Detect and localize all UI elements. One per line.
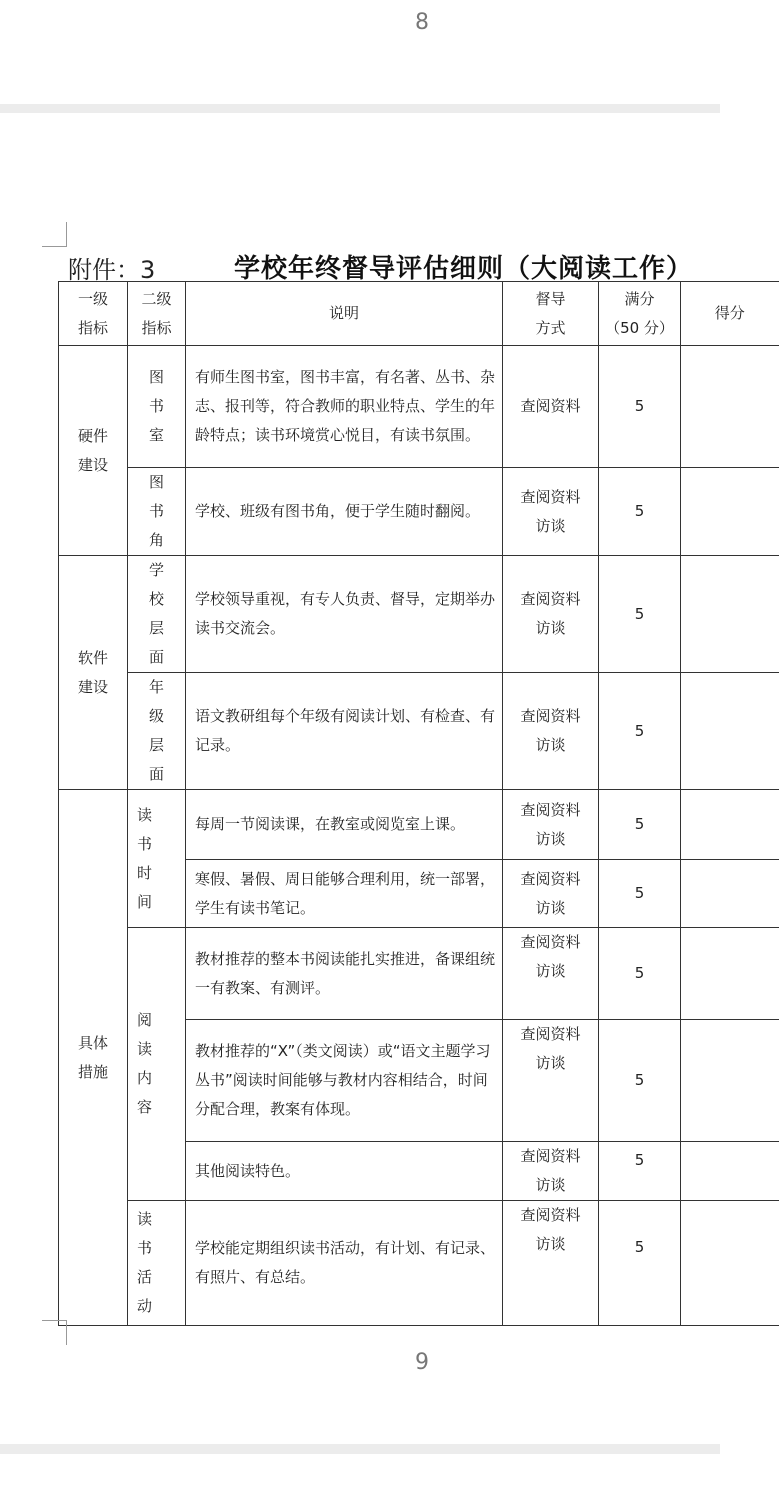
row-method: 查阅资料访谈 [503, 1020, 599, 1142]
row-full-score: 5 [599, 928, 681, 1020]
row-method: 查阅资料访谈 [503, 1201, 599, 1326]
row-method: 查阅资料访谈 [503, 673, 599, 790]
header-method: 督导 方式 [503, 282, 599, 346]
level2-school: 学校层面 [128, 556, 186, 673]
row-full-score: 5 [599, 790, 681, 860]
row-score [681, 1201, 779, 1326]
row-description: 教材推荐的“X”（类文阅读）或“语文主题学习丛书”阅读时间能够与教材内容相结合，时间分配合理，教案有体现。 [186, 1020, 503, 1142]
page-number-top: 8 [415, 10, 429, 35]
row-full-score: 5 [599, 860, 681, 928]
row-method: 查阅资料 [503, 346, 599, 468]
header-level2: 二级 指标 [128, 282, 186, 346]
crop-mark-bottom [42, 1320, 67, 1345]
row-score [681, 673, 779, 790]
row-method: 查阅资料访谈 [503, 1142, 599, 1201]
row-full-score: 5 [599, 1142, 681, 1201]
table-row [59, 468, 779, 556]
crop-mark-top [42, 222, 67, 247]
header-score: 得分 [681, 282, 779, 346]
page-gap-top [0, 104, 720, 113]
row-score [681, 928, 779, 1020]
row-description: 学校领导重视，有专人负责、督导，定期举办读书交流会。 [186, 556, 503, 673]
row-score [681, 790, 779, 860]
row-score [681, 346, 779, 468]
table-row [59, 790, 779, 860]
row-description: 有师生图书室，图书丰富，有名著、丛书、杂志、报刊等，符合教师的职业特点、学生的年龄特点；读书环境赏心悦目，有读书氛围。 [186, 346, 503, 468]
row-method: 查阅资料访谈 [503, 556, 599, 673]
row-score [681, 556, 779, 673]
level1-software: 软件建设 [59, 556, 128, 790]
level2-book-corner: 图书角 [128, 468, 186, 556]
row-method: 查阅资料访谈 [503, 860, 599, 928]
document-title: 学校年终督导评估细则（大阅读工作） [234, 254, 694, 284]
header-description: 说明 [186, 282, 503, 346]
level2-reading-time: 读书时间 [128, 790, 186, 928]
row-full-score: 5 [599, 556, 681, 673]
row-description: 每周一节阅读课，在教室或阅览室上课。 [186, 790, 503, 860]
row-description: 语文教研组每个年级有阅读计划、有检查、有记录。 [186, 673, 503, 790]
row-score [681, 860, 779, 928]
table-row [59, 556, 779, 673]
row-method: 查阅资料访谈 [503, 468, 599, 556]
table-row [59, 673, 779, 790]
header-level1: 一级 指标 [59, 282, 128, 346]
level1-hardware: 硬件建设 [59, 346, 128, 556]
attachment-label: 附件：3 [68, 256, 156, 284]
table-row [59, 346, 779, 468]
row-full-score: 5 [599, 346, 681, 468]
document-header [68, 248, 728, 282]
evaluation-table [58, 281, 779, 1326]
row-full-score: 5 [599, 468, 681, 556]
row-description: 其他阅读特色。 [186, 1142, 503, 1201]
row-score [681, 1142, 779, 1201]
table-row [59, 928, 779, 1020]
row-full-score: 5 [599, 1201, 681, 1326]
page-number-bottom: 9 [415, 1350, 429, 1375]
level2-library: 图书室 [128, 346, 186, 468]
level2-reading-activity: 读书活动 [128, 1201, 186, 1326]
row-description: 教材推荐的整本书阅读能扎实推进，备课组统一有教案、有测评。 [186, 928, 503, 1020]
row-description: 寒假、暑假、周日能够合理利用，统一部署，学生有读书笔记。 [186, 860, 503, 928]
table-row [59, 1201, 779, 1326]
level2-reading-content: 阅读内容 [128, 928, 186, 1201]
header-full-score: 满分 （50 分） [599, 282, 681, 346]
row-description: 学校、班级有图书角，便于学生随时翻阅。 [186, 468, 503, 556]
level2-grade: 年级层面 [128, 673, 186, 790]
row-description: 学校能定期组织读书活动，有计划、有记录、有照片、有总结。 [186, 1201, 503, 1326]
level1-measures: 具体措施 [59, 790, 128, 1326]
table-header-row [59, 282, 779, 346]
row-full-score: 5 [599, 1020, 681, 1142]
page-gap-bottom [0, 1444, 720, 1454]
row-full-score: 5 [599, 673, 681, 790]
row-score [681, 468, 779, 556]
row-score [681, 1020, 779, 1142]
row-method: 查阅资料访谈 [503, 790, 599, 860]
row-method: 查阅资料访谈 [503, 928, 599, 1020]
